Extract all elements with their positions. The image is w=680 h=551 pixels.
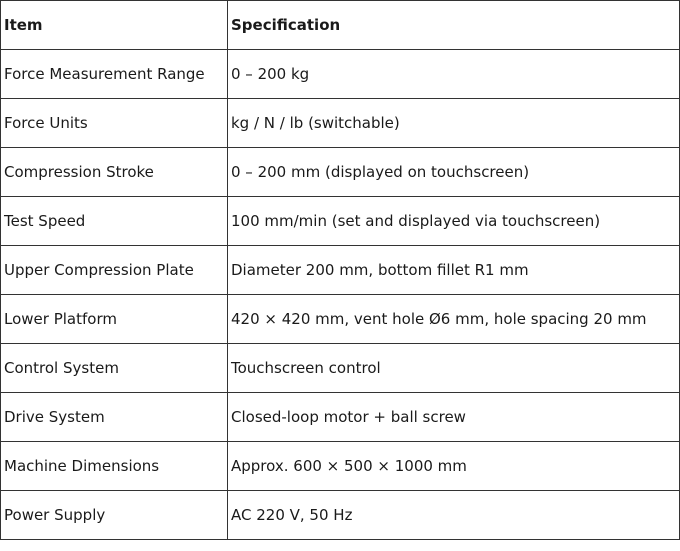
item-cell: Compression Stroke: [1, 148, 228, 197]
item-cell: Drive System: [1, 393, 228, 442]
table-row: [1, 99, 680, 148]
item-cell: Control System: [1, 344, 228, 393]
table-row: [1, 491, 680, 540]
item-cell: Force Units: [1, 99, 228, 148]
item-cell: Lower Platform: [1, 295, 228, 344]
header-item: Item: [1, 1, 228, 50]
table-row: [1, 344, 680, 393]
item-cell: Upper Compression Plate: [1, 246, 228, 295]
item-cell: Force Measurement Range: [1, 50, 228, 99]
item-cell: Test Speed: [1, 197, 228, 246]
spec-cell: 0 – 200 kg: [228, 50, 680, 99]
spec-cell: AC 220 V, 50 Hz: [228, 491, 680, 540]
item-cell: Machine Dimensions: [1, 442, 228, 491]
table-row: [1, 295, 680, 344]
spec-cell: 0 – 200 mm (displayed on touchscreen): [228, 148, 680, 197]
table-row: [1, 197, 680, 246]
spec-cell: Approx. 600 × 500 × 1000 mm: [228, 442, 680, 491]
table-row: [1, 246, 680, 295]
header-specification: Specification: [228, 1, 680, 50]
spec-cell: 420 × 420 mm, vent hole Ø6 mm, hole spacing 20 mm: [228, 295, 680, 344]
table-row: [1, 148, 680, 197]
table-row: [1, 393, 680, 442]
table-row: [1, 50, 680, 99]
item-cell: Power Supply: [1, 491, 228, 540]
spec-cell: Closed-loop motor + ball screw: [228, 393, 680, 442]
spec-cell: Touchscreen control: [228, 344, 680, 393]
table-row: [1, 442, 680, 491]
spec-cell: 100 mm/min (set and displayed via touchscreen): [228, 197, 680, 246]
table-header-row: [1, 1, 680, 50]
spec-cell: kg / N / lb (switchable): [228, 99, 680, 148]
spec-cell: Diameter 200 mm, bottom fillet R1 mm: [228, 246, 680, 295]
